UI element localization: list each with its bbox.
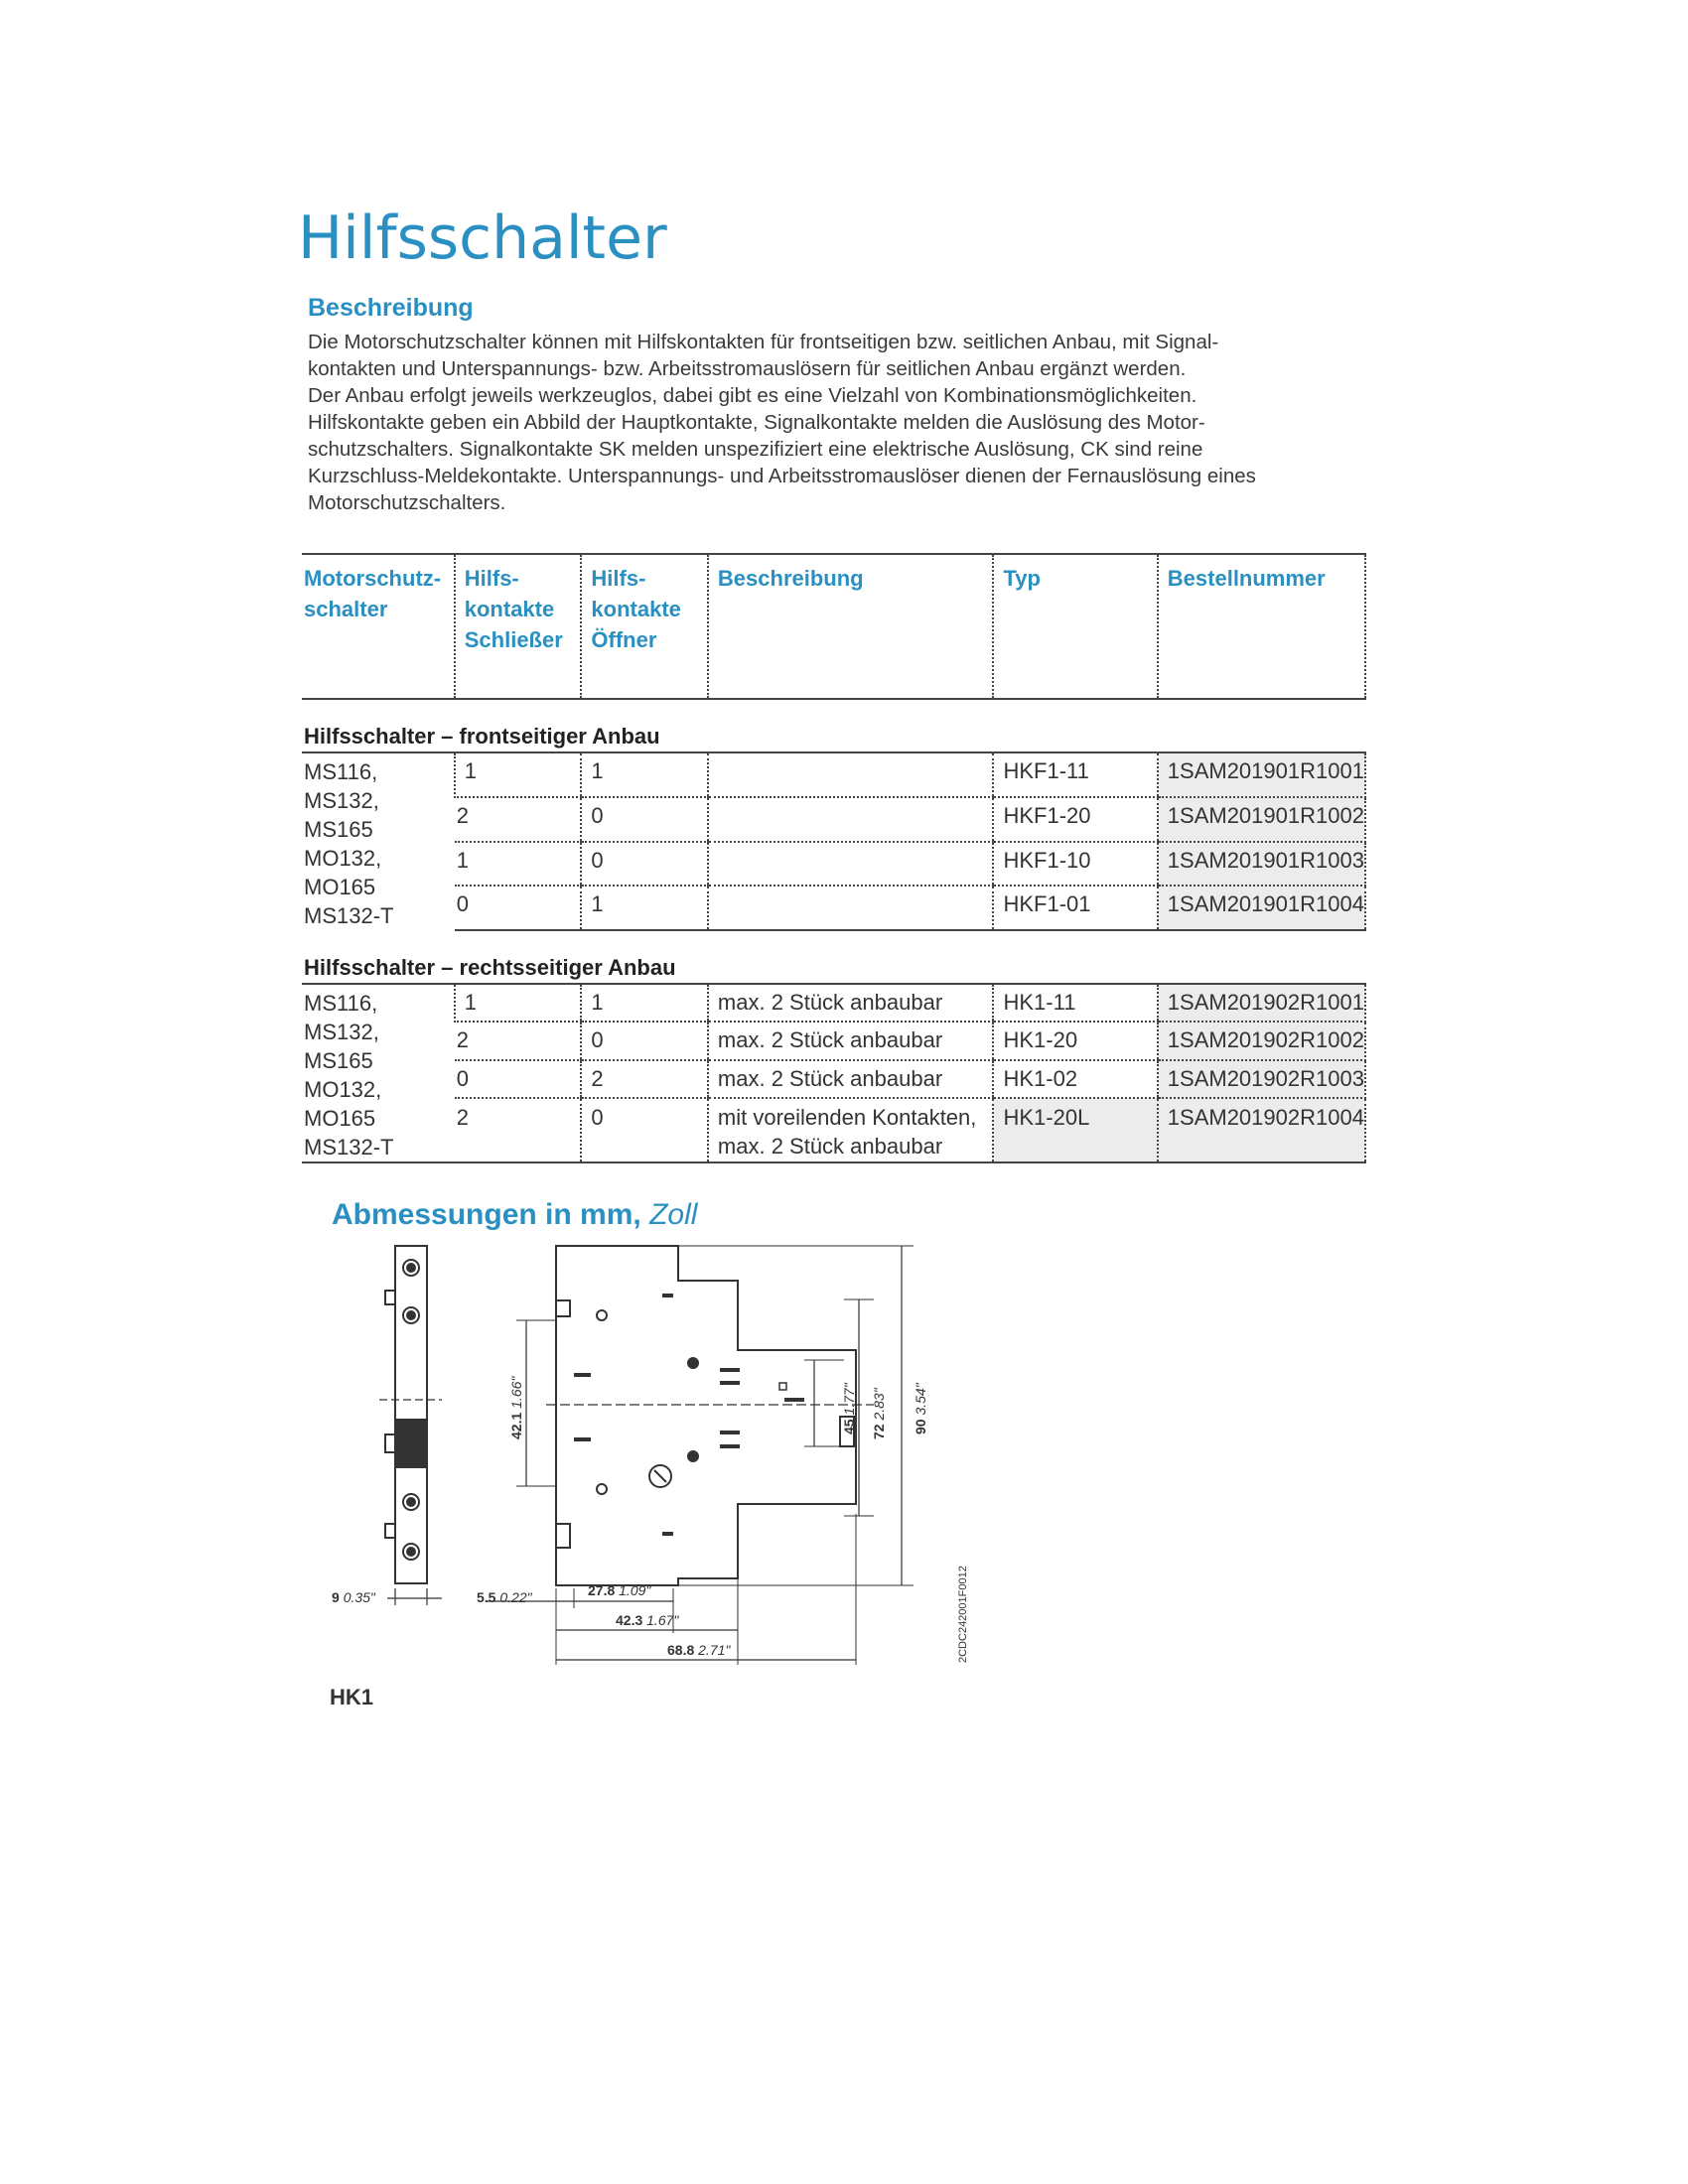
typ-cell: HKF1-01 bbox=[993, 886, 1157, 930]
bestellnummer-cell: 1SAM201902R1004 bbox=[1158, 1098, 1365, 1162]
schliesser-cell: 0 bbox=[455, 886, 582, 930]
header-motor: Motorschutz- schalter bbox=[302, 554, 455, 699]
side-view bbox=[379, 1246, 442, 1605]
schliesser-cell: 2 bbox=[455, 1022, 582, 1059]
dim-5-5: 5.5 0.22" bbox=[477, 1589, 532, 1605]
desc-cell: max. 2 Stück anbaubar bbox=[708, 1060, 994, 1098]
schliesser-cell: 1 bbox=[455, 752, 582, 797]
dim-42-3: 42.3 1.67" bbox=[616, 1612, 679, 1628]
dimension-drawing bbox=[318, 1236, 1013, 1683]
dim-68-8: 68.8 2.71" bbox=[667, 1642, 731, 1658]
table-header-row bbox=[302, 554, 1365, 699]
header-beschreibung: Beschreibung bbox=[708, 554, 994, 699]
bestellnummer-cell: 1SAM201901R1002 bbox=[1158, 797, 1365, 842]
schliesser-cell: 1 bbox=[455, 842, 582, 887]
desc-cell bbox=[708, 886, 994, 930]
oeffner-cell: 1 bbox=[581, 984, 708, 1022]
group-title-row bbox=[302, 699, 1365, 752]
desc-cell: max. 2 Stück anbaubar bbox=[708, 984, 994, 1022]
typ-cell: HKF1-20 bbox=[993, 797, 1157, 842]
front-view bbox=[487, 1246, 914, 1665]
description-line: kontakten und Unterspannungs- bzw. Arbeitsstromauslösern für seitlichen Anbau ergänzt werden. bbox=[308, 357, 1187, 380]
desc-cell: max. 2 Stück anbaubar bbox=[708, 1022, 994, 1059]
oeffner-cell: 0 bbox=[581, 1098, 708, 1162]
header-bestellnummer: Bestellnummer bbox=[1158, 554, 1365, 699]
table-row bbox=[302, 752, 1365, 797]
motor-cell: MS116, MS132, MS165 MO132, MO165 MS132-T bbox=[302, 984, 455, 1162]
bestellnummer-cell: 1SAM201902R1003 bbox=[1158, 1060, 1365, 1098]
table-row bbox=[302, 984, 1365, 1022]
oeffner-cell: 0 bbox=[581, 797, 708, 842]
desc-cell: mit voreilenden Kontakten, max. 2 Stück anbaubar bbox=[708, 1098, 994, 1162]
description-text bbox=[308, 329, 1380, 516]
oeffner-cell: 1 bbox=[581, 886, 708, 930]
bestellnummer-cell: 1SAM201901R1004 bbox=[1158, 886, 1365, 930]
motor-cell: MS116, MS132, MS165 MO132, MO165 MS132-T bbox=[304, 759, 394, 928]
typ-cell: HK1-20 bbox=[993, 1022, 1157, 1059]
drawing-code: 2CDC242001F0012 bbox=[957, 1566, 969, 1663]
section-heading-beschreibung: Beschreibung bbox=[308, 294, 474, 322]
page-title: Hilfsschalter bbox=[298, 204, 667, 273]
bestellnummer-cell: 1SAM201901R1003 bbox=[1158, 842, 1365, 887]
schliesser-cell: 1 bbox=[455, 984, 582, 1022]
table-row bbox=[302, 886, 1365, 930]
description-line: Der Anbau erfolgt jeweils werkzeuglos, dabei gibt es eine Vielzahl von Kombinationsmöglichkeiten. bbox=[308, 384, 1197, 407]
table-row bbox=[302, 842, 1365, 887]
schliesser-cell: 0 bbox=[455, 1060, 582, 1098]
description-line: Die Motorschutzschalter können mit Hilfskontakten für frontseitigen bzw. seitlichen Anbau, mit Signal- bbox=[308, 331, 1219, 353]
desc-cell bbox=[708, 797, 994, 842]
description-line: Hilfskontakte geben ein Abbild der Hauptkontakte, Signalkontakte melden die Auslösung des Motor- bbox=[308, 411, 1205, 434]
typ-cell: HK1-20L bbox=[993, 1098, 1157, 1162]
header-typ: Typ bbox=[993, 554, 1157, 699]
typ-cell: HK1-02 bbox=[993, 1060, 1157, 1098]
description-line: schutzschalters. Signalkontakte SK melden unspezifiziert eine elektrische Auslösung, CK sind reine bbox=[308, 438, 1203, 461]
typ-cell: HK1-11 bbox=[993, 984, 1157, 1022]
typ-cell: HKF1-11 bbox=[993, 752, 1157, 797]
oeffner-cell: 0 bbox=[581, 1022, 708, 1059]
group-title-row bbox=[302, 930, 1365, 984]
description-line: Motorschutzschalters. bbox=[308, 491, 506, 514]
oeffner-cell: 2 bbox=[581, 1060, 708, 1098]
table-row bbox=[302, 1098, 1365, 1162]
typ-cell: HKF1-10 bbox=[993, 842, 1157, 887]
table-row bbox=[302, 1022, 1365, 1059]
header-oeffner: Hilfs- kontakte Öffner bbox=[581, 554, 708, 699]
product-table bbox=[302, 553, 1366, 1163]
dim-90: 90 3.54" bbox=[913, 1383, 928, 1434]
table-row bbox=[302, 797, 1365, 842]
dim-9: 9 0.35" bbox=[332, 1589, 375, 1605]
drawing-caption: HK1 bbox=[330, 1685, 374, 1709]
group-title: Hilfsschalter – rechtsseitiger Anbau bbox=[302, 930, 1365, 984]
section-heading-abmessungen: Abmessungen in mm, Zoll bbox=[332, 1198, 698, 1231]
schliesser-cell: 2 bbox=[455, 797, 582, 842]
oeffner-cell: 1 bbox=[581, 752, 708, 797]
header-schliesser: Hilfs- kontakte Schließer bbox=[455, 554, 582, 699]
description-line: Kurzschluss-Meldekontakte. Unterspannungs- und Arbeitsstromauslöser dienen der Fernauslösung eines bbox=[308, 465, 1256, 487]
bestellnummer-cell: 1SAM201902R1002 bbox=[1158, 1022, 1365, 1059]
group-title: Hilfsschalter – frontseitiger Anbau bbox=[302, 699, 1365, 752]
bestellnummer-cell: 1SAM201902R1001 bbox=[1158, 984, 1365, 1022]
dim-27-8: 27.8 1.09" bbox=[588, 1582, 651, 1598]
dim-45: 45 1.77" bbox=[841, 1383, 857, 1434]
table-row bbox=[302, 1060, 1365, 1098]
dim-72: 72 2.83" bbox=[871, 1388, 887, 1439]
oeffner-cell: 0 bbox=[581, 842, 708, 887]
bestellnummer-cell: 1SAM201901R1001 bbox=[1158, 752, 1365, 797]
schliesser-cell: 2 bbox=[455, 1098, 582, 1162]
desc-cell bbox=[708, 752, 994, 797]
dim-42-1: 42.1 1.66" bbox=[508, 1376, 524, 1439]
desc-cell bbox=[708, 842, 994, 887]
